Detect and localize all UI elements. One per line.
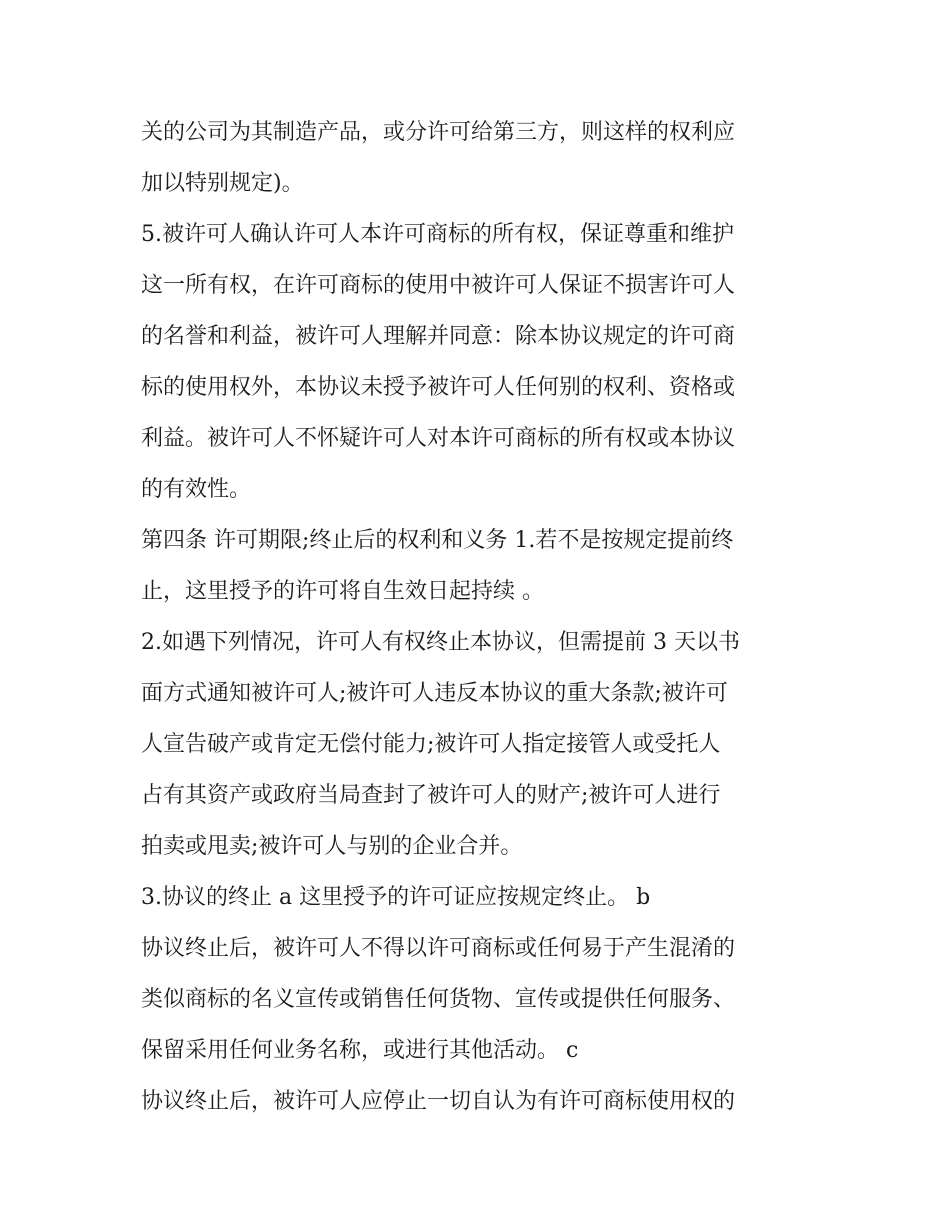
text-line: 类似商标的名义宣传或销售任何货物、宣传或提供任何服务、 <box>141 987 736 1012</box>
document-body <box>141 107 821 1127</box>
text-line: 标的使用权外，本协议未授予被许可人任何别的权利、资格或 <box>141 375 736 400</box>
text-line: 人宣告破产或肯定无偿付能力;被许可人指定接管人或受托人 <box>141 732 721 757</box>
text-line: 加以特别规定)。 <box>141 171 304 196</box>
text-line: 2.如遇下列情况，许可人有权终止本协议，但需提前 3 天以书 <box>141 630 740 655</box>
text-line: 这一所有权，在许可商标的使用中被许可人保证不损害许可人 <box>141 273 736 298</box>
text-line: 3.协议的终止 a 这里授予的许可证应按规定终止。 b <box>141 885 651 910</box>
text-line: 协议终止后，被许可人应停止一切自认为有许可商标使用权的 <box>141 1089 736 1114</box>
text-line: 拍卖或甩卖;被许可人与别的企业合并。 <box>141 834 523 859</box>
text-line: 面方式通知被许可人;被许可人违反本协议的重大条款;被许可 <box>141 681 728 706</box>
text-line: 的名誉和利益，被许可人理解并同意：除本协议规定的许可商 <box>141 324 736 349</box>
text-line: 的有效性。 <box>141 477 252 502</box>
text-line: 占有其资产或政府当局查封了被许可人的财产;被许可人进行 <box>141 783 721 808</box>
text-line: 利益。被许可人不怀疑许可人对本许可商标的所有权或本协议 <box>141 426 736 451</box>
text-line: 止，这里授予的许可将自生效日起持续 。 <box>141 579 544 604</box>
text-line: 协议终止后，被许可人不得以许可商标或任何易于产生混淆的 <box>141 936 736 961</box>
text-line: 保留采用任何业务名称，或进行其他活动。 c <box>141 1038 579 1063</box>
text-line: 5.被许可人确认许可人本许可商标的所有权，保证尊重和维护 <box>141 222 734 247</box>
text-line: 关的公司为其制造产品，或分许可给第三方，则这样的权利应 <box>141 120 736 145</box>
text-line: 第四条 许可期限;终止后的权利和义务 1.若不是按规定提前终 <box>141 528 734 553</box>
